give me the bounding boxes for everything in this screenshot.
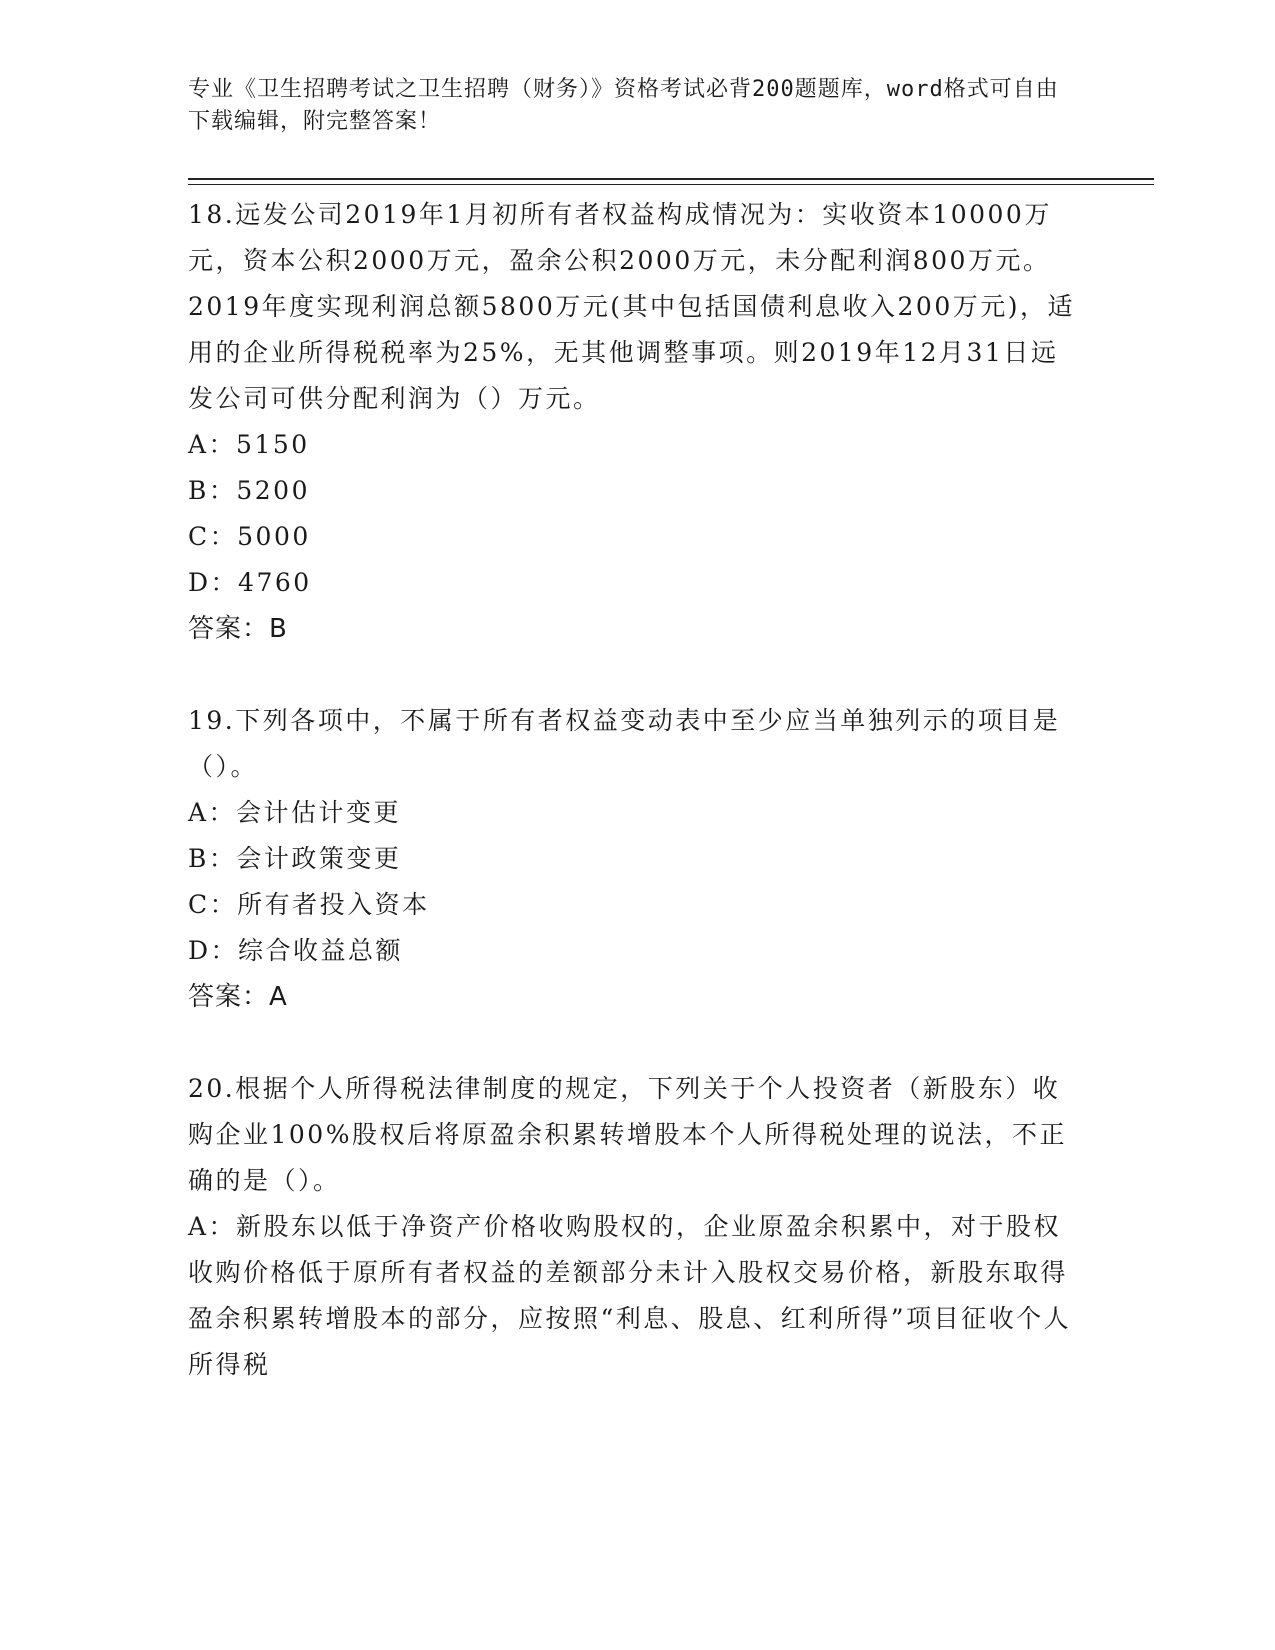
option-a: A：5150 xyxy=(188,430,310,459)
question-18 xyxy=(188,192,1078,652)
option-b: B：5200 xyxy=(188,476,310,505)
question-text: 20.根据个人所得税法律制度的规定，下列关于个人投资者（新股东）收购企业100%股权后将原盈余积累转增股本个人所得税处理的说法，不正确的是（）。 xyxy=(188,1074,1067,1195)
page-header: 专业《卫生招聘考试之卫生招聘（财务）》资格考试必背200题题库，word格式可自由下载编辑，附完整答案！ xyxy=(188,77,1059,134)
header-rule-thin xyxy=(188,184,1154,185)
option-c: C：5000 xyxy=(188,522,311,551)
option-d: D：4760 xyxy=(188,568,312,597)
question-20 xyxy=(188,1066,1078,1388)
header-rule-thick xyxy=(188,178,1154,180)
option-d: D：综合收益总额 xyxy=(188,936,404,965)
option-a: A：新股东以低于净资产价格收购股权的，企业原盈余积累中，对于股权收购价格低于原所有者权益的差额部分未计入股权交易价格，新股东取得盈余积累转增股本的部分，应按照“利息、股息、红利所得”项目征收个人所得税 xyxy=(188,1212,1072,1379)
question-list xyxy=(188,192,1078,1434)
question-19 xyxy=(188,698,1078,1020)
option-a: A：会计估计变更 xyxy=(188,798,402,827)
question-text: 19.下列各项中，不属于所有者权益变动表中至少应当单独列示的项目是（）。 xyxy=(188,706,1061,781)
answer-label: 答案：B xyxy=(188,614,288,644)
option-c: C：所有者投入资本 xyxy=(188,890,430,919)
answer-label: 答案：A xyxy=(188,982,288,1012)
option-b: B：会计政策变更 xyxy=(188,844,402,873)
question-text: 18.远发公司2019年1月初所有者权益构成情况为：实收资本10000万元，资本公积2000万元，盈余公积2000万元，未分配利润800万元。2019年度实现利润总额5800万元(其中包括国债利息收入200万元)，适用的企业所得税税率为25%，无其他调整事项。则2019年12月31日远发公司可供分配利润为（）万元。 xyxy=(188,200,1075,413)
